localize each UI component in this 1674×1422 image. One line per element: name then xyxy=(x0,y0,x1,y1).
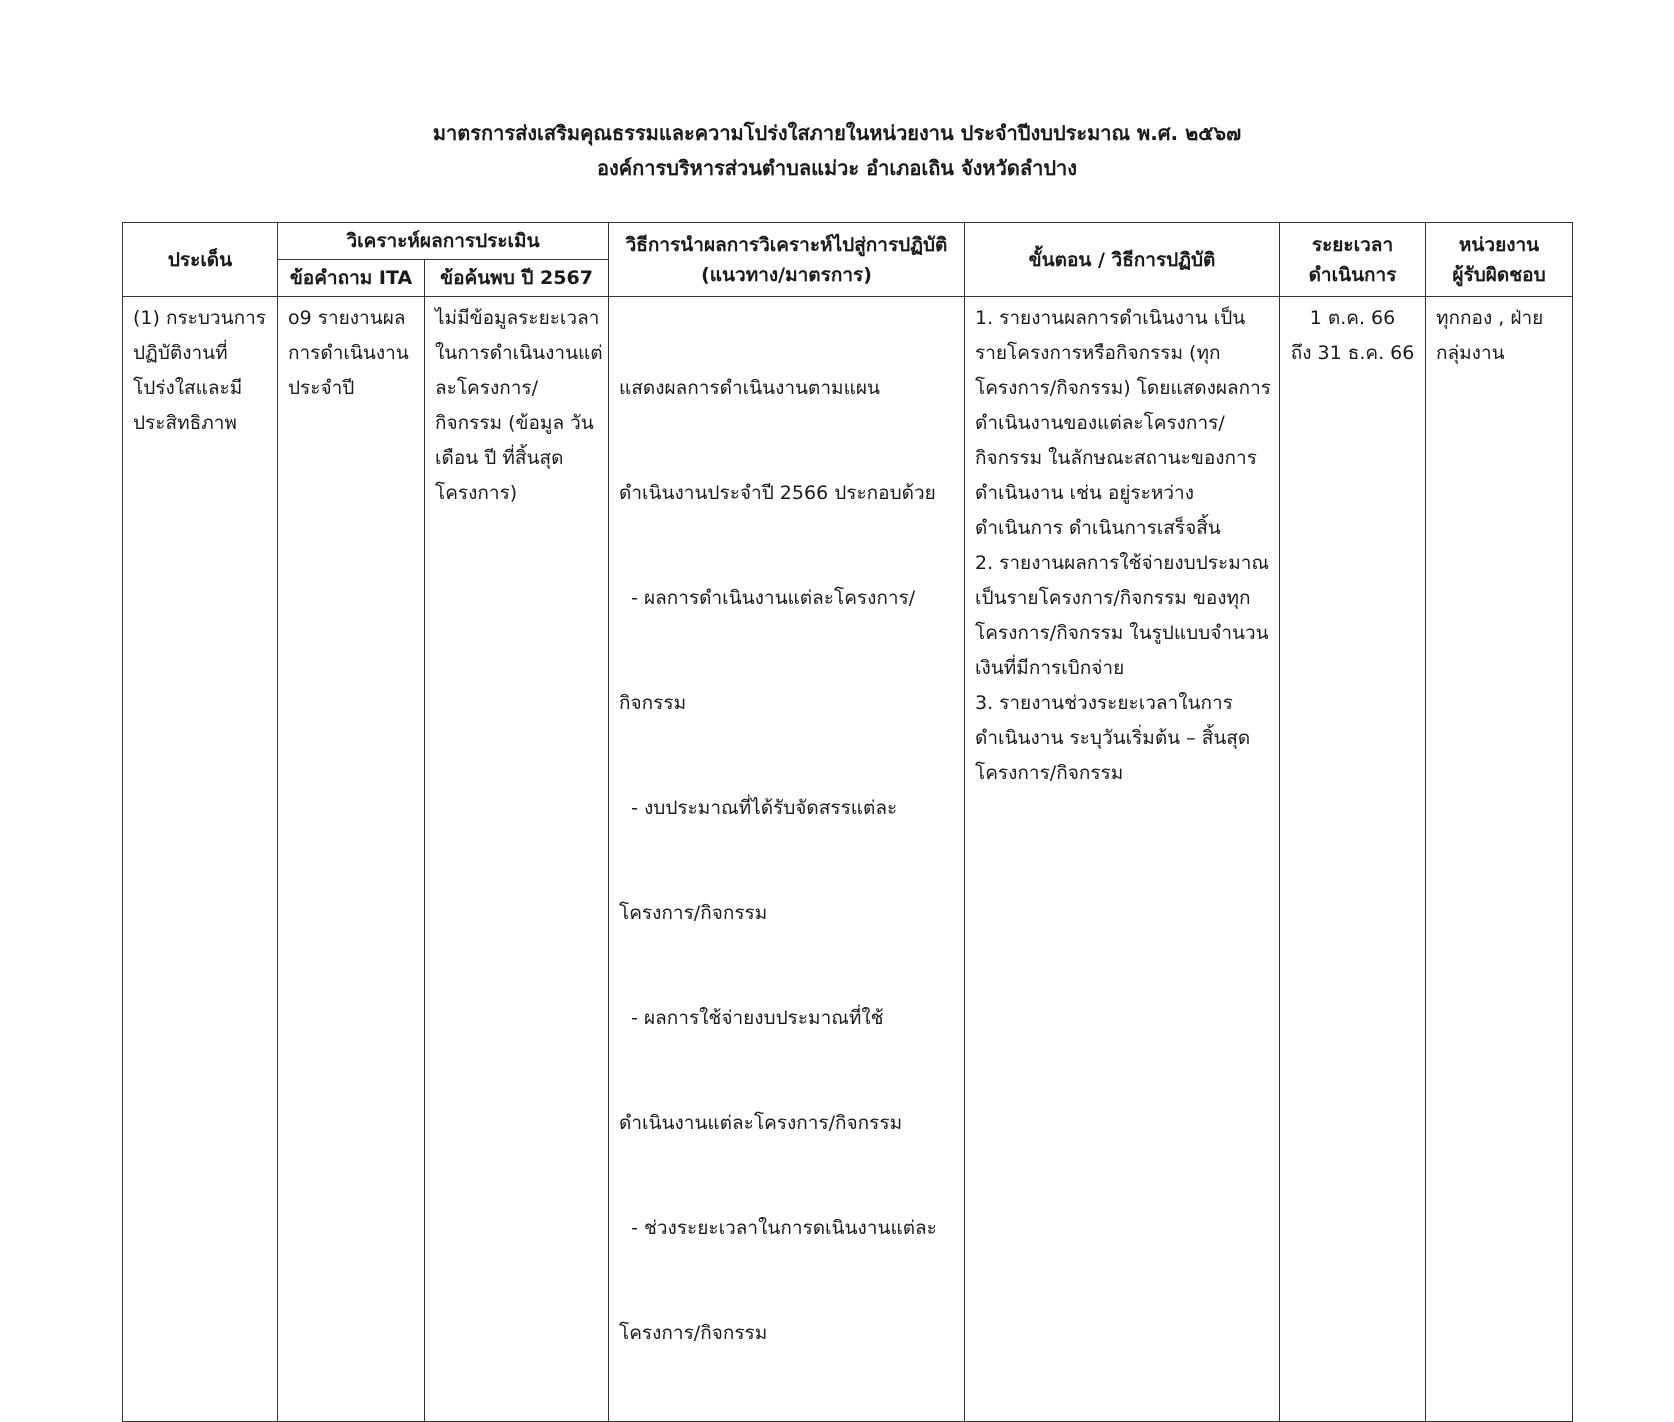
text-line: โครงการ/กิจกรรม xyxy=(619,1322,768,1344)
cell-steps xyxy=(965,297,1280,1422)
header-steps: ขั้นตอน / วิธีการปฏิบัติ xyxy=(965,223,1280,297)
organization-subtitle: องค์การบริหารส่วนตำบลแม่วะ อำเภอเถิน จังหวัดลำปาง xyxy=(596,156,1078,180)
table-row xyxy=(123,297,1573,1422)
text-line: - ผลการดำเนินงานแต่ละโครงการ/ xyxy=(619,587,916,609)
text-line: กิจกรรม xyxy=(619,692,687,714)
header-period xyxy=(1280,223,1426,297)
cell-responsible xyxy=(1426,297,1573,1422)
header-ita-question: ข้อคำถาม ITA xyxy=(278,260,425,297)
text-line: 2. รายงานผลการใช้จ่ายงบประมาณ xyxy=(975,552,1270,574)
text-line: โครงการ/กิจกรรม xyxy=(975,762,1124,784)
header-approach-line: (แนวทาง/มาตรการ) xyxy=(701,263,872,286)
text-line: - งบประมาณที่ได้รับจัดสรรแต่ละ xyxy=(619,797,898,819)
cell-finding xyxy=(425,297,609,1422)
text-line: ไม่มีข้อมูลระยะเวลา xyxy=(435,307,600,329)
header-issue: ประเด็น xyxy=(123,223,278,297)
cell-issue xyxy=(123,297,278,1422)
text-line: เป็นรายโครงการ/กิจกรรม ของทุก xyxy=(975,587,1251,609)
text-line: แสดงผลการดำเนินงานตามแผน xyxy=(619,377,880,399)
header-approach xyxy=(609,223,965,297)
text-line: กิจกรรม (ข้อมูล วัน xyxy=(435,412,594,434)
cell-approach xyxy=(609,297,965,1422)
text-line: กลุ่มงาน xyxy=(1436,342,1505,364)
header-period-line: ดำเนินการ xyxy=(1308,263,1397,286)
text-line: การดำเนินงาน xyxy=(288,342,409,364)
text-line: ดำเนินงาน ระบุวันเริ่มต้น – สิ้นสุด xyxy=(975,727,1251,749)
header-period-line: ระยะเวลา xyxy=(1311,233,1394,256)
text-line: ประสิทธิภาพ xyxy=(133,412,237,434)
text-line: โปร่งใสและมี xyxy=(133,377,243,399)
cell-ita-question xyxy=(278,297,425,1422)
text-line: ถึง 31 ธ.ค. 66 xyxy=(1290,342,1415,364)
text-line: ดำเนินงานประจำปี 2566 ประกอบด้วย xyxy=(619,482,936,504)
header-finding: ข้อค้นพบ ปี 2567 xyxy=(425,260,609,297)
cell-period xyxy=(1280,297,1426,1422)
text-line: โครงการ/กิจกรรม ในรูปแบบจำนวน xyxy=(975,622,1269,644)
document-title: มาตรการส่งเสริมคุณธรรมและความโปร่งใสภายในหน่วยงาน ประจำปีงบประมาณ พ.ศ. ๒๕๖๗ xyxy=(432,121,1242,145)
text-line: - ผลการใช้จ่ายงบประมาณที่ใช้ xyxy=(619,1007,884,1029)
text-line: กิจกรรม ในลักษณะสถานะของการ xyxy=(975,447,1257,469)
text-line: 1. รายงานผลการดำเนินงาน เป็น xyxy=(975,307,1246,329)
header-responsible-line: หน่วยงาน xyxy=(1458,233,1540,256)
text-line: โครงการ) xyxy=(435,482,518,504)
text-line: ดำเนินงานแต่ละโครงการ/กิจกรรม xyxy=(619,1112,903,1134)
text-line: (1) กระบวนการ xyxy=(133,307,266,329)
text-line: ดำเนินงานของแต่ละโครงการ/ xyxy=(975,412,1225,434)
header-approach-line: วิธีการนำผลการวิเคราะห์ไปสู่การปฏิบัติ xyxy=(625,233,948,256)
text-line: ปฏิบัติงานที่ xyxy=(133,342,228,364)
header-responsible-line: ผู้รับผิดชอบ xyxy=(1452,263,1546,286)
header-analysis: วิเคราะห์ผลการประเมิน xyxy=(278,223,609,260)
text-line: โครงการ/กิจกรรม xyxy=(619,902,768,924)
measures-table xyxy=(122,222,1573,1422)
text-line: o9 รายงานผล xyxy=(288,307,406,329)
text-line: ดำเนินการ ดำเนินการเสร็จสิ้น xyxy=(975,517,1221,539)
text-line: รายโครงการหรือกิจกรรม (ทุก xyxy=(975,342,1221,364)
text-line: โครงการ/กิจกรรม) โดยแสดงผลการ xyxy=(975,377,1272,399)
text-line: ทุกกอง , ฝ่าย xyxy=(1436,307,1544,329)
text-line: - ช่วงระยะเวลาในการดเนินงานแต่ละ xyxy=(619,1217,937,1239)
text-line: ในการดำเนินงานแต่ xyxy=(435,342,603,364)
text-line: 3. รายงานช่วงระยะเวลาในการ xyxy=(975,692,1233,714)
text-line: ดำเนินงาน เช่น อยู่ระหว่าง xyxy=(975,482,1194,504)
text-line: 1 ต.ค. 66 xyxy=(1309,307,1396,329)
text-line: ละโครงการ/ xyxy=(435,377,539,399)
text-line: เดือน ปี ที่สิ้นสุด xyxy=(435,447,564,469)
text-line: เงินที่มีการเบิกจ่าย xyxy=(975,657,1125,679)
text-line: ประจำปี xyxy=(288,377,355,399)
header-responsible xyxy=(1426,223,1573,297)
